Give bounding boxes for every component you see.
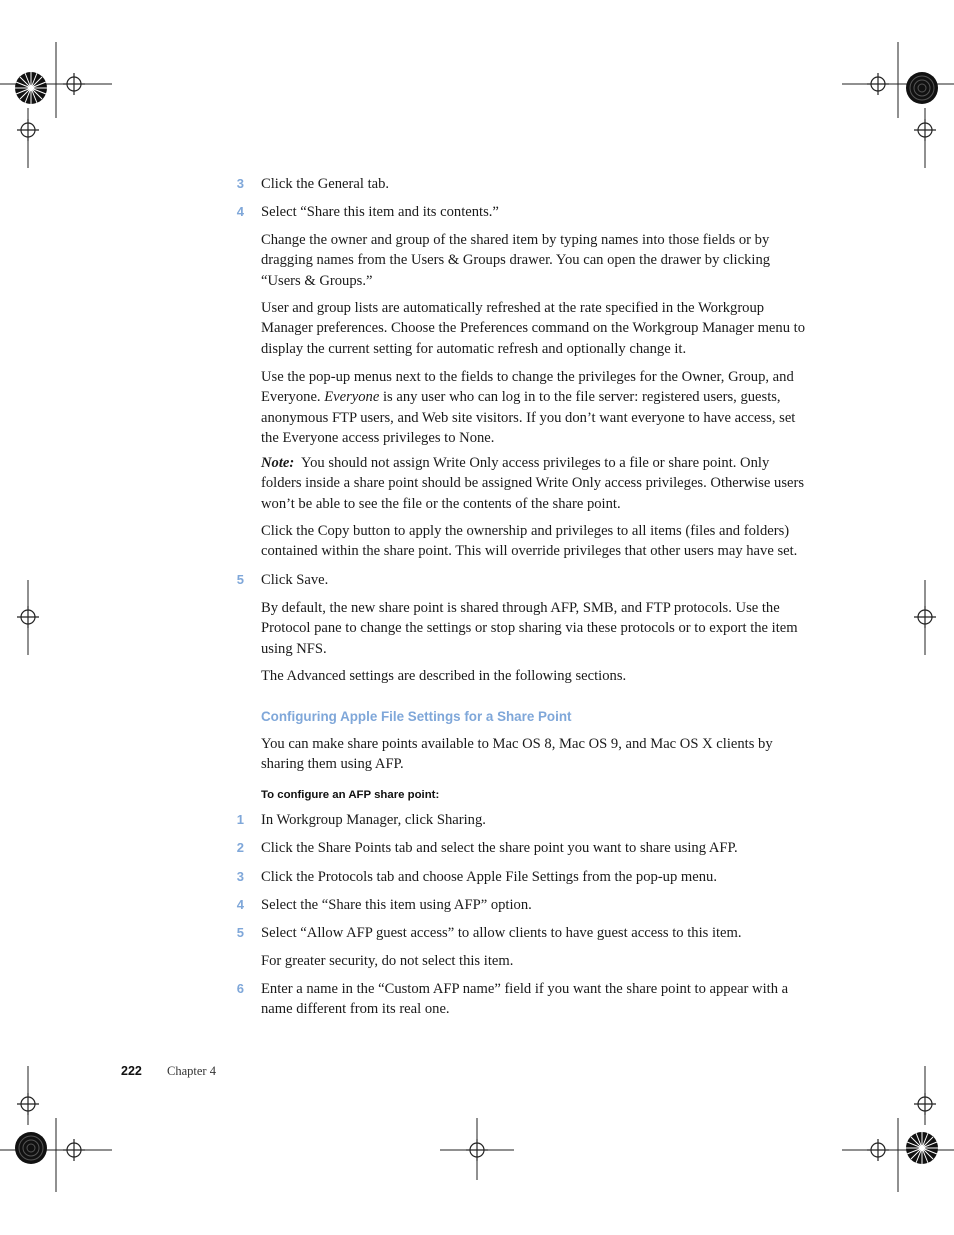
step-number: 6 [236,981,244,996]
step-number: 4 [236,897,244,912]
paragraph-privileges: Use the pop-up menus next to the fields to change the privileges for the Owner, Group, and Everyone. Everyone is any user who can log in to the file server: registered users, guests, anonymous FTP users, and Web site visitors. If you don’t want everyone to have access, set the Everyone access privileges to None. [261,369,796,446]
section-heading: Configuring Apple File Settings for a Share Point [261,709,572,724]
procedure-title: To configure an AFP share point: [261,789,440,801]
step-text: Select “Share this item and its contents.” [261,204,499,220]
step-text: In Workgroup Manager, click Sharing. [261,812,486,828]
step-number: 5 [236,572,244,587]
paragraph-owner-group: Change the owner and group of the shared item by typing names into those fields or by dragging names from the Users & Groups drawer. You can open the drawer by clicking “Users & Groups.” [261,232,771,289]
note-paragraph: Note: You should not assign Write Only access privileges to a file or share point. Only folders inside a share point should be assigned Write Only access privileges. Otherwise users won’t be able to see the file or the contents of the share point. [261,455,805,512]
paragraph-refresh: User and group lists are automatically refreshed at the rate specified in the Workgroup Manager preferences. Choose the Preferences command on the Workgroup Manager menu to display the current setting for automatic refresh and optionally change it. [261,300,806,357]
step-number: 3 [236,869,244,884]
step-number: 3 [236,176,244,191]
section-intro: You can make share points available to Mac OS 8, Mac OS 9, and Mac OS X clients by sharing them using AFP. [261,736,773,773]
step-text: Select “Allow AFP guest access” to allow clients to have guest access to this item. [261,925,742,941]
chapter-label: Chapter 4 [167,1064,216,1078]
security-note: For greater security, do not select this item. [261,953,514,969]
step-number: 1 [236,812,244,827]
step-text: Enter a name in the “Custom AFP name” field if you want the share point to appear with a name different from its real one. [261,981,789,1018]
page-number: 222 [121,1064,142,1078]
step-number: 2 [236,840,244,855]
term-everyone: Everyone [324,389,380,406]
step-text: Click the General tab. [261,176,390,192]
step-number: 4 [236,204,244,219]
paragraph-advanced: The Advanced settings are described in the following sections. [261,668,627,684]
note-label: Note: [261,455,295,471]
paragraph-copy-button: Click the Copy button to apply the ownership and privileges to all items (files and folders) contained within the share point. This will override privileges that other users may have set. [261,523,798,560]
step-number: 5 [236,925,244,940]
paragraph-protocols: By default, the new share point is shared through AFP, SMB, and FTP protocols. Use the Protocol pane to change the settings or stop sharing via these protocols or to export the item using NFS. [261,600,798,657]
step-text: Click the Protocols tab and choose Apple File Settings from the pop-up menu. [261,869,717,885]
step-text: Select the “Share this item using AFP” option. [261,897,532,913]
step-text: Click the Share Points tab and select the share point you want to share using AFP. [261,840,738,856]
step-text: Click Save. [261,572,329,588]
